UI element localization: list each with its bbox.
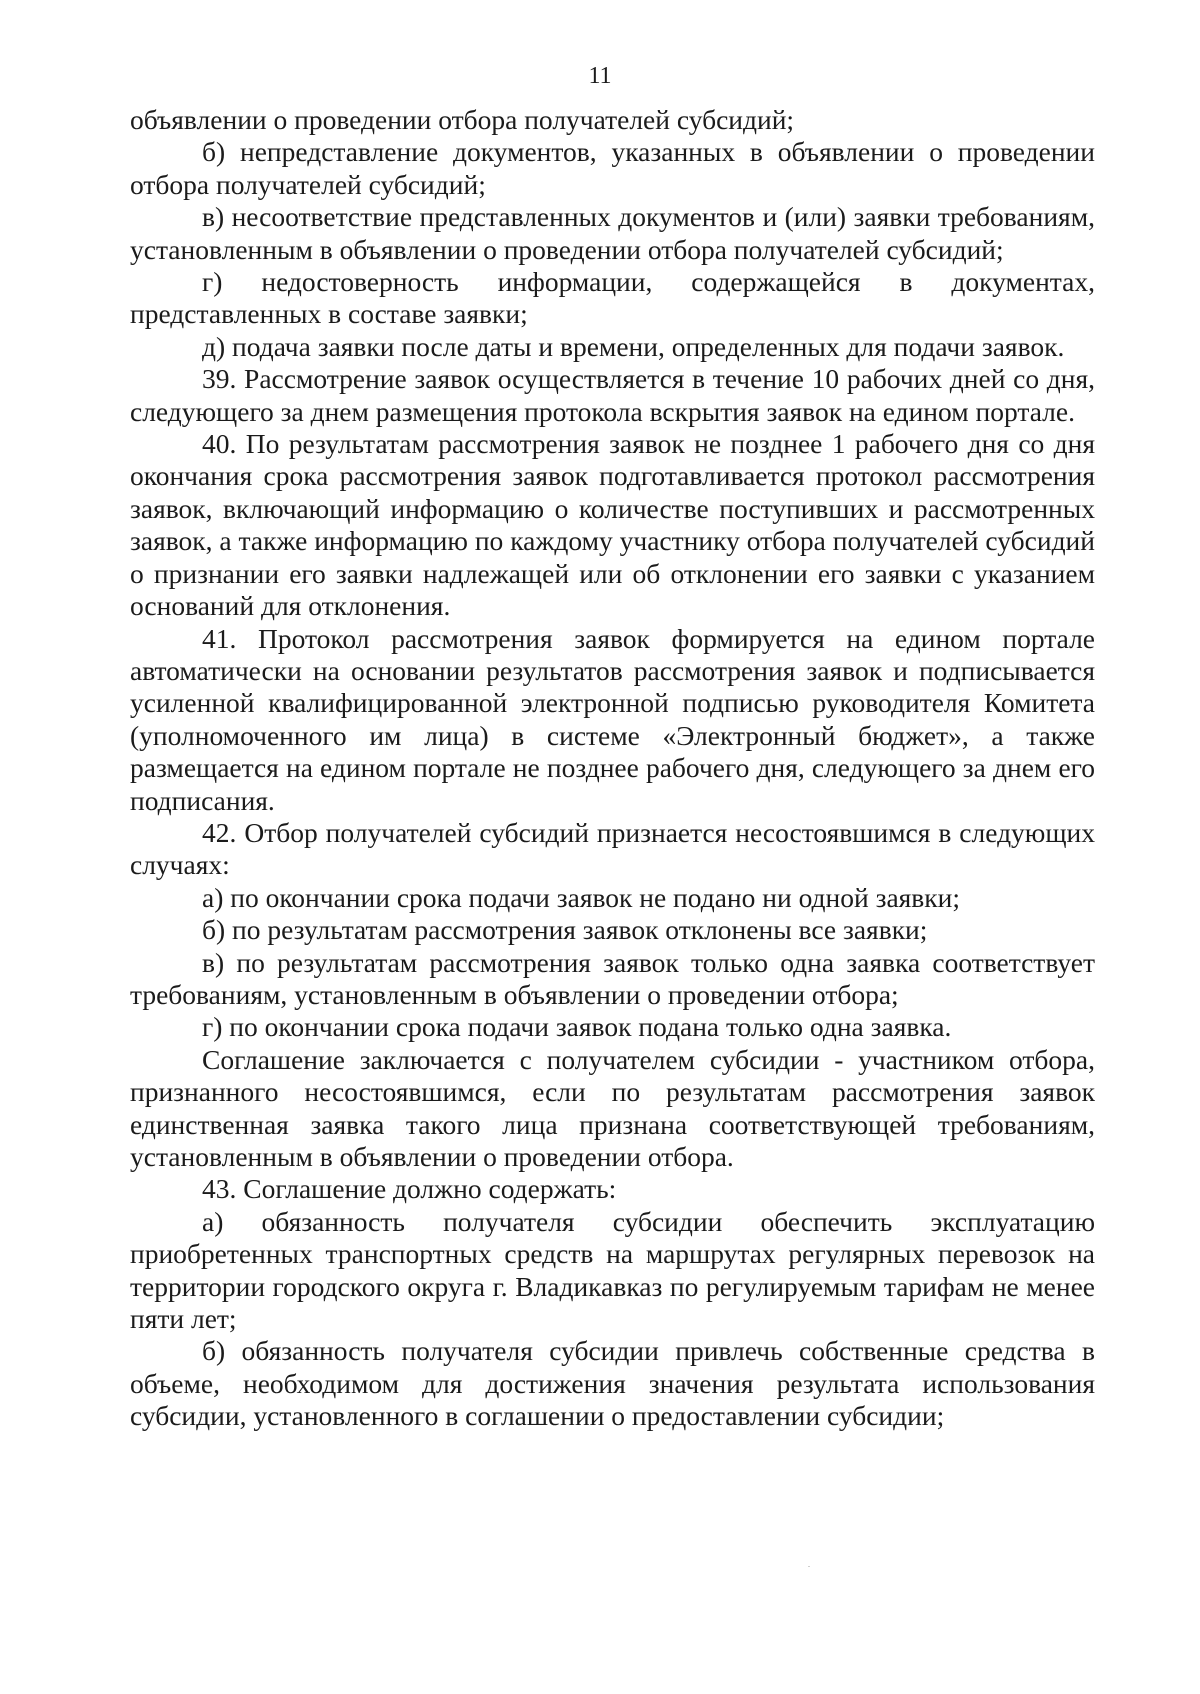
scan-artifact <box>808 1566 810 1567</box>
document-body <box>130 104 1095 1433</box>
paragraph-clause-42-item-a: а) по окончании срока подачи заявок не подано ни одной заявки; <box>202 881 960 913</box>
paragraph-clause-43: 43. Соглашение должно содержать: <box>202 1173 617 1205</box>
paragraph-clause-43-item-a: а) обязанность получателя субсидии обеспечить эксплуатацию приобретенных транспортных средств на маршрутах регулярных перевозок на территории городского округа г. Владикавказ по регулируемым тарифам не менее пяти лет; <box>130 1205 1095 1335</box>
paragraph-clause-41: 41. Протокол рассмотрения заявок формируется на едином портале автоматически на основании результатов рассмотрения заявок и подписывается усиленной квалифицированной электронной подписью руководителя Комитета (уполномоченного им лица) в системе «Электронный бюджет», а также размещается на едином портале не позднее рабочего дня, следующего за днем его подписания. <box>130 622 1095 816</box>
paragraph-clause-39: 39. Рассмотрение заявок осуществляется в течение 10 рабочих дней со дня, следующего за днем размещения протокола вскрытия заявок на едином портале. <box>130 363 1095 427</box>
paragraph-clause-42-item-b: б) по результатам рассмотрения заявок отклонены все заявки; <box>202 914 928 946</box>
paragraph-clause-42-item-g: г) по окончании срока подачи заявок подана только одна заявка. <box>202 1011 952 1043</box>
paragraph-agreement-note: Соглашение заключается с получателем субсидии - участником отбора, признанного несостоявшимся, если по результатам рассмотрения заявок единственная заявка такого лица признана соответствующей требованиям, установленным в объявлении о проведении отбора. <box>130 1043 1095 1172</box>
paragraph-continuation: объявлении о проведении отбора получателей субсидий; <box>130 104 795 135</box>
paragraph-item-d-late-submission: д) подача заявки после даты и времени, определенных для подачи заявок. <box>202 330 1065 362</box>
paragraph-clause-42-item-v: в) по результатам рассмотрения заявок только одна заявка соответствует требованиям, установленным в объявлении о проведении отбора; <box>130 946 1095 1010</box>
paragraph-item-b-nondocuments: б) непредставление документов, указанных в объявлении о проведении отбора получателей субсидий; <box>130 136 1095 200</box>
paragraph-item-v-noncompliance: в) несоответствие представленных документов и (или) заявки требованиям, установленным в объявлении о проведении отбора получателей субсидий; <box>130 201 1095 265</box>
paragraph-item-g-unreliable-info: г) недостоверность информации, содержащейся в документах, представленных в составе заявки; <box>130 266 1095 330</box>
paragraph-clause-42: 42. Отбор получателей субсидий признается несостоявшимся в следующих случаях: <box>130 816 1095 881</box>
paragraph-clause-40: 40. По результатам рассмотрения заявок не позднее 1 рабочего дня со дня окончания срока рассмотрения заявок подготавливается протокол рассмотрения заявок, включающий информацию о количестве поступивших и рассмотренных заявок, а также информацию по каждому участнику отбора получателей субсидий о признании его заявки надлежащей или об отклонении его заявки с указанием оснований для отклонения. <box>130 428 1095 622</box>
page-number: 11 <box>588 63 612 89</box>
paragraph-clause-43-item-b: б) обязанность получателя субсидии привлечь собственные средства в объеме, необходимом для достижения значения результата использования субсидии, установленного в соглашении о предоставлении субсидии; <box>130 1335 1095 1432</box>
